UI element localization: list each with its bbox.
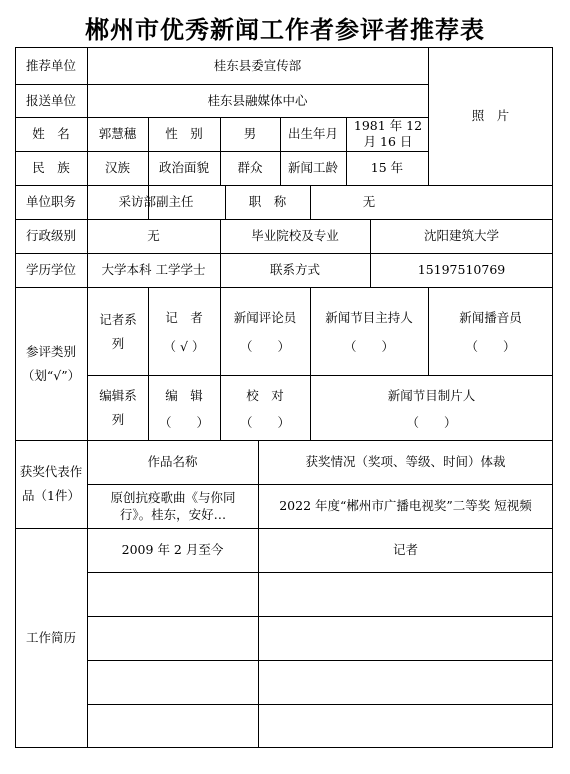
education-label: 学历学位 xyxy=(25,262,76,278)
award-work-label: 获奖代表作品（1件） xyxy=(19,464,83,503)
proofreader-option-label: 校 对 xyxy=(246,388,284,404)
editor-series-label: 编辑系列 xyxy=(99,388,137,427)
reporter-option-label: 记 者 xyxy=(165,310,203,326)
contact-label: 联系方式 xyxy=(269,262,320,278)
education-value: 大学本科 工学学士 xyxy=(101,262,206,278)
birth-label: 出生年月 xyxy=(287,126,338,142)
submitting-unit-value: 桂东县融媒体中心 xyxy=(207,92,308,108)
editor-option-label: 编 辑 xyxy=(165,388,203,404)
award-info-value: 2022 年度“郴州市广播电视奖”二等奖 短视频 xyxy=(279,498,532,514)
news-years-label: 新闻工龄 xyxy=(287,160,338,176)
award-info-label: 获奖情况（奖项、等级、时间）体裁 xyxy=(305,454,506,470)
host-option-label: 新闻节目主持人 xyxy=(325,310,413,326)
announcer-option-mark[interactable]: （ ） xyxy=(465,339,516,355)
producer-option-label: 新闻节目制片人 xyxy=(387,388,476,404)
ethnicity-value: 汉族 xyxy=(104,160,130,176)
ethnicity-label: 民 族 xyxy=(32,160,70,176)
admin-level-value: 无 xyxy=(147,228,160,244)
work-history-label: 工作简历 xyxy=(25,630,76,646)
title-rank-label: 职 称 xyxy=(248,194,287,210)
gender-value: 男 xyxy=(243,126,257,142)
commentator-option-mark[interactable]: （ ） xyxy=(239,339,290,355)
host-option-mark[interactable]: （ ） xyxy=(343,339,394,355)
recommending-unit-label: 推荐单位 xyxy=(25,57,76,73)
school-value: 沈阳建筑大学 xyxy=(423,228,499,244)
history-role: 记者 xyxy=(392,542,418,558)
proofreader-option-mark[interactable]: （ ） xyxy=(239,415,290,431)
contact-value: 15197510769 xyxy=(417,262,506,278)
title-rank-value: 无 xyxy=(362,194,376,210)
position-value: 采访部副主任 xyxy=(118,194,194,210)
photo-cell: 照 片 xyxy=(471,108,510,124)
producer-option-mark[interactable]: （ ） xyxy=(406,415,457,431)
gender-label: 性 别 xyxy=(165,126,203,142)
editor-option-mark[interactable]: （ ） xyxy=(158,415,209,431)
recommending-unit-value: 桂东县委宣传部 xyxy=(213,57,302,73)
political-value: 群众 xyxy=(237,160,263,176)
history-period: 2009 年 2 月至今 xyxy=(121,542,224,558)
submitting-unit-label: 报送单位 xyxy=(25,92,76,108)
announcer-option-label: 新闻播音员 xyxy=(459,310,522,326)
work-name-label: 作品名称 xyxy=(147,454,198,470)
position-label: 单位职务 xyxy=(25,194,76,210)
category-label: 参评类别（划“√”） xyxy=(21,343,81,383)
commentator-option-label: 新闻评论员 xyxy=(233,310,297,326)
news-years-value: 15 年 xyxy=(370,160,404,176)
political-label: 政治面貌 xyxy=(158,160,209,176)
admin-level-label: 行政级别 xyxy=(25,228,76,244)
reporter-option-mark[interactable]: （ √ ） xyxy=(163,339,205,355)
work-name-value: 原创抗疫歌曲《与你同行》。桂东，安好… xyxy=(110,489,236,522)
birth-value: 1981 年 12 月 16 日 xyxy=(353,117,423,149)
form-title: 郴州市优秀新闻工作者参评者推荐表 xyxy=(85,15,485,44)
school-label: 毕业院校及专业 xyxy=(251,228,339,244)
reporter-series-label: 记者系列 xyxy=(99,312,137,351)
name-label: 姓 名 xyxy=(32,126,70,142)
name-value: 郭慧穗 xyxy=(98,126,137,142)
